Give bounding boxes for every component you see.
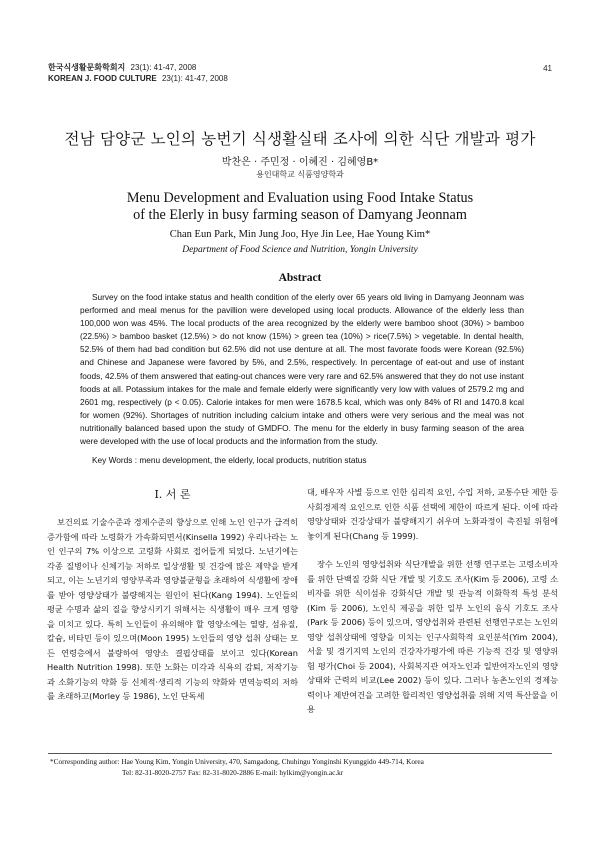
journal-line-ko <box>48 62 228 73</box>
authors-english: Chan Eun Park, Min Jung Joo, Hye Jin Lee, Hae Young Kim* <box>169 229 431 240</box>
authors-korean: 박찬은 · 주민정 · 이혜진 · 김혜영B* <box>221 157 379 168</box>
footnote-line-2: Tel: 82-31-8020-2757 Fax: 82-31-8020-2886 E-mail: hylkim@yongin.ac.kr <box>122 767 344 777</box>
footnote <box>50 757 550 778</box>
body-right-paragraph-2: 장수 노인의 영양섭취와 식단개발을 위한 선행 연구로는 고령소비자를 위한 단백질 강화 식단 개발 및 기호도 조사(Kim 등 2006), 고령 소비자를 위한 식이섬유 강화식단 개발 및 관능적 이화학적 특성 분석(Kim 등 2006), 노인식 제공을 위한 일부 노인의 음식 기호도 조사(Park 등 2006) 등이 있으며, 영양섭취와 관련된 선행연구로는 노인의 영양 섭취상태에 영향을 미치는 인구사회학적 요인분석(Yim 2004), 서울 및 경기지역 노인의 건강자가평가에 따른 기능적 건강 및 영양위험 평가(Choi 등 2004), 사회복지관 여자노인과 일반여자노인의 영양 상태와 근력의 비교(Lee 2002) 등이 있다. 그러나 농촌노인의 경제능력이나 제반여건을 고려한 합리적인 영양섭취를 위해 지역 특산물을 이용 <box>307 559 558 714</box>
affiliation-korean: 용인대학교 식품영양학과 <box>256 170 344 179</box>
abstract-heading: Abstract <box>278 272 322 284</box>
body-column-right <box>307 485 558 717</box>
footnote-divider <box>48 753 552 754</box>
abstract-text: Survey on the food intake status and health condition of the elerly over 65 years old living in Damyang Jeonnam was performed and meal menus for the pavillion were developed using local products. Allowance of the elderly less than 100,000 won was 45%. The local products of the area recognized by the elderly were bamboo shoot (30%) > bamboo (22.5%) > bamboo basket (12.5%) > do not know (15%) > green tea (10%) > rice(7.5%) > vegetable. In dental health, 52.5% of them had bad condition but 62.5% did not use denture at all. The most favorate foods were Korean (92.5%) and Chinese and Japanese were favored by 5%, and 2.5%, respectively. In percentage of eat-out and use of instant foods, 42.5% of them answered that eating-out chances were very rare and 62.5% answered that they do not use instant foods at all. Potassium intakes for the male and female elderly were significantly very low with values of 2579.2 mg and 2601 mg, respectively (p < 0.05). Calorie intakes for men were 1678.5 kcal, which was only 84% of RI and 1470.8 kcal for women (92%). Shortages of nutrition including calcium intake and others were very serious and the meal was not nutritionally balanced based upon the study of GMDFO. The menu for the elderly in busy farming season of the area were developed with the use of local products and the information from the study. <box>80 292 524 447</box>
journal-volume-en: 23(1): 41-47, 2008 <box>161 74 228 83</box>
title-korean: 전남 담양군 노인의 농번기 식생활실태 조사에 의한 식단 개발과 평가 <box>64 130 536 148</box>
section-heading-introduction: Ⅰ. 서 론 <box>154 488 191 501</box>
journal-volume-ko: 23(1): 41-47, 2008 <box>130 63 197 72</box>
journal-header <box>48 62 228 84</box>
body-right-paragraph-1: 대, 배우자 사별 등으로 인한 심리적 요인, 수입 저하, 교통수단 제한 등 사회경제적 요인으로 인한 식품 선택에 제한이 따르게 된다. 이에 따라 영양상태와 건강상태가 불량해지기 쉬우며 노화과정이 촉진될 위험에 놓이게 된다(Chang 등 1999). <box>307 487 558 541</box>
footnote-line-1: *Corresponding author: Hae Young Kim, Yongin University, 470, Samgadong, Chuhingu Yonginshi Kyunggido 449-714, Korea <box>50 757 424 766</box>
affiliation-english: Department of Food Science and Nutrition, Yongin University <box>182 245 418 255</box>
title-english <box>0 190 600 224</box>
journal-name-en: KOREAN J. FOOD CULTURE <box>48 74 157 83</box>
title-english-line2: of the Elerly in busy farming season of Damyang Jeonnam <box>133 207 467 223</box>
title-english-line1: Menu Development and Evaluation using Food Intake Status <box>126 190 474 206</box>
keywords: Key Words : menu development, the elderly, local products, nutrition status <box>92 455 367 465</box>
journal-name-ko: 한국식생활문화학회지 <box>48 63 126 72</box>
journal-line-en <box>48 73 228 84</box>
page-number: 41 <box>543 64 552 73</box>
body-column-left: 보건의료 기술수준과 경제수준의 향상으로 인해 노인 인구가 급격히 증가함에 따라 노령화가 가속화되면서(Kinsella 1992) 우리나라는 노인 인구의 7% 이상으로 고령화 사회로 접어들게 되었다. 노년기에는 각종 질병이나 신체기능 저하로 일상생활 및 건강에 많은 제약을 받게 되고, 이는 노년기의 영양부족과 영양불균형을 초래하여 식생활에 장애를 받아 영양상태가 불량해지는 원인이 된다(Kang 1994). 노인들의 평균 수명과 삶의 질을 향상시키기 위해서는 식생활이 매우 크게 영향을 미치고 있다. 특히 노인들이 유의해야 할 영양소에는 열량, 섬유질, 칼슘, 비타민 등이 있으며(Moon 1995) 노인들의 영양 섭취 상태는 모든 연령층에서 불량하여 영양소 결핍상태를 보이고 있다(Korean Health Nutrition 1998). 또한 노화는 미각과 식욕의 감퇴, 저작기능과 소화기능의 약화 등 신체적·생리적 기능의 약화와 면역능력의 저하를 초래하고(Morley 등 1986), 노인 단독세 <box>47 517 298 701</box>
